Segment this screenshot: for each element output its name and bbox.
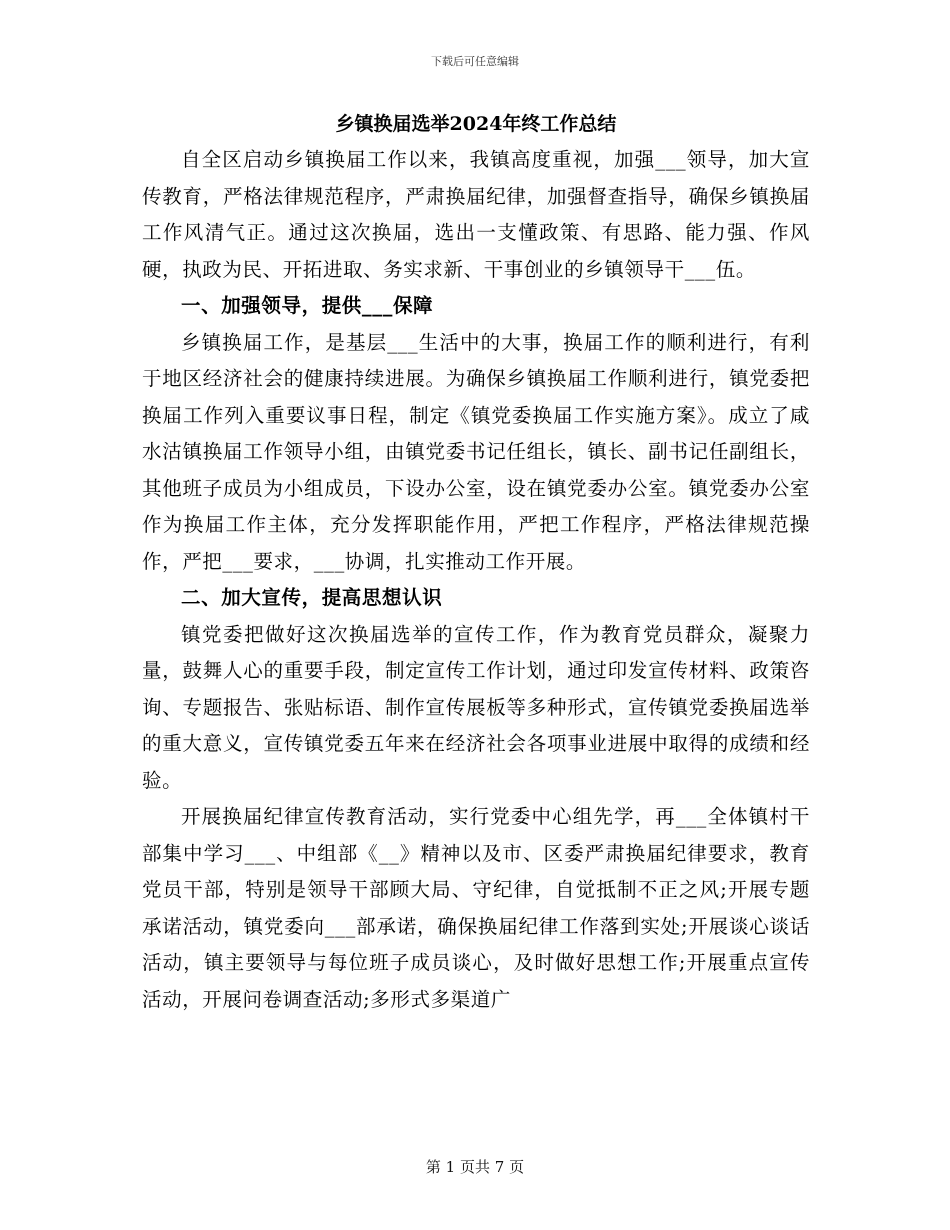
section-2-heading: 二、加大宣传，提高思想认识 xyxy=(181,586,443,609)
section-2-paragraph-2: 开展换届纪律宣传教育活动，实行党委中心组先学，再___全体镇村干部集中学习___、中组部《__》精神以及市、区委严肃换届纪律要求，教育党员干部，特别是领导干部顾大局、守纪律，自觉抵制不正之风;开展专题承诺活动，镇党委向___部承诺，确保换届纪律工作落到实处;开展谈心谈话活动，镇主要领导与每位班子成员谈心，及时做好思想工作;开展重点宣传活动，开展问卷调查活动;多形式多渠道广 xyxy=(142,805,810,1011)
section-1-heading: 一、加强领导，提供___保障 xyxy=(181,294,434,317)
section-2-paragraph-1: 镇党委把做好这次换届选举的宣传工作，作为教育党员群众，凝聚力量，鼓舞人心的重要手段，制定宣传工作计划，通过印发宣传材料、政策咨询、专题报告、张贴标语、制作宣传展板等多种形式，宣传镇党委换届选举的重大意义，宣传镇党委五年来在经济社会各项事业进展中取得的成绩和经验。 xyxy=(142,622,810,792)
page-header: 下载后可任意编辑 xyxy=(431,55,519,68)
intro-paragraph: 自全区启动乡镇换届工作以来，我镇高度重视，加强___领导，加大宣传教育，严格法律规范程序，严肃换届纪律，加强督查指导，确保乡镇换届工作风清气正。通过这次换届，选出一支懂政策、有思路、能力强、作风硬，执政为民、开拓进取、务实求新、干事创业的乡镇领导干___伍。 xyxy=(142,148,810,281)
document-body xyxy=(142,112,810,1018)
section-1-paragraph: 乡镇换届工作，是基层___生活中的大事，换届工作的顺利进行，有利于地区经济社会的健康持续进展。为确保乡镇换届工作顺利进行，镇党委把换届工作列入重要议事日程，制定《镇党委换届工作实施方案》。成立了咸水沽镇换届工作领导小组，由镇党委书记任组长，镇长、副书记任副组长，其他班子成员为小组成员，下设办公室，设在镇党委办公室。镇党委办公室作为换届工作主体，充分发挥职能作用，严把工作程序，严格法律规范操作，严把___要求，___协调，扎实推动工作开展。 xyxy=(142,330,810,573)
page-footer: 第 1 页共 7 页 xyxy=(425,1158,525,1176)
document-title: 乡镇换届选举2024年终工作总结 xyxy=(335,113,617,135)
